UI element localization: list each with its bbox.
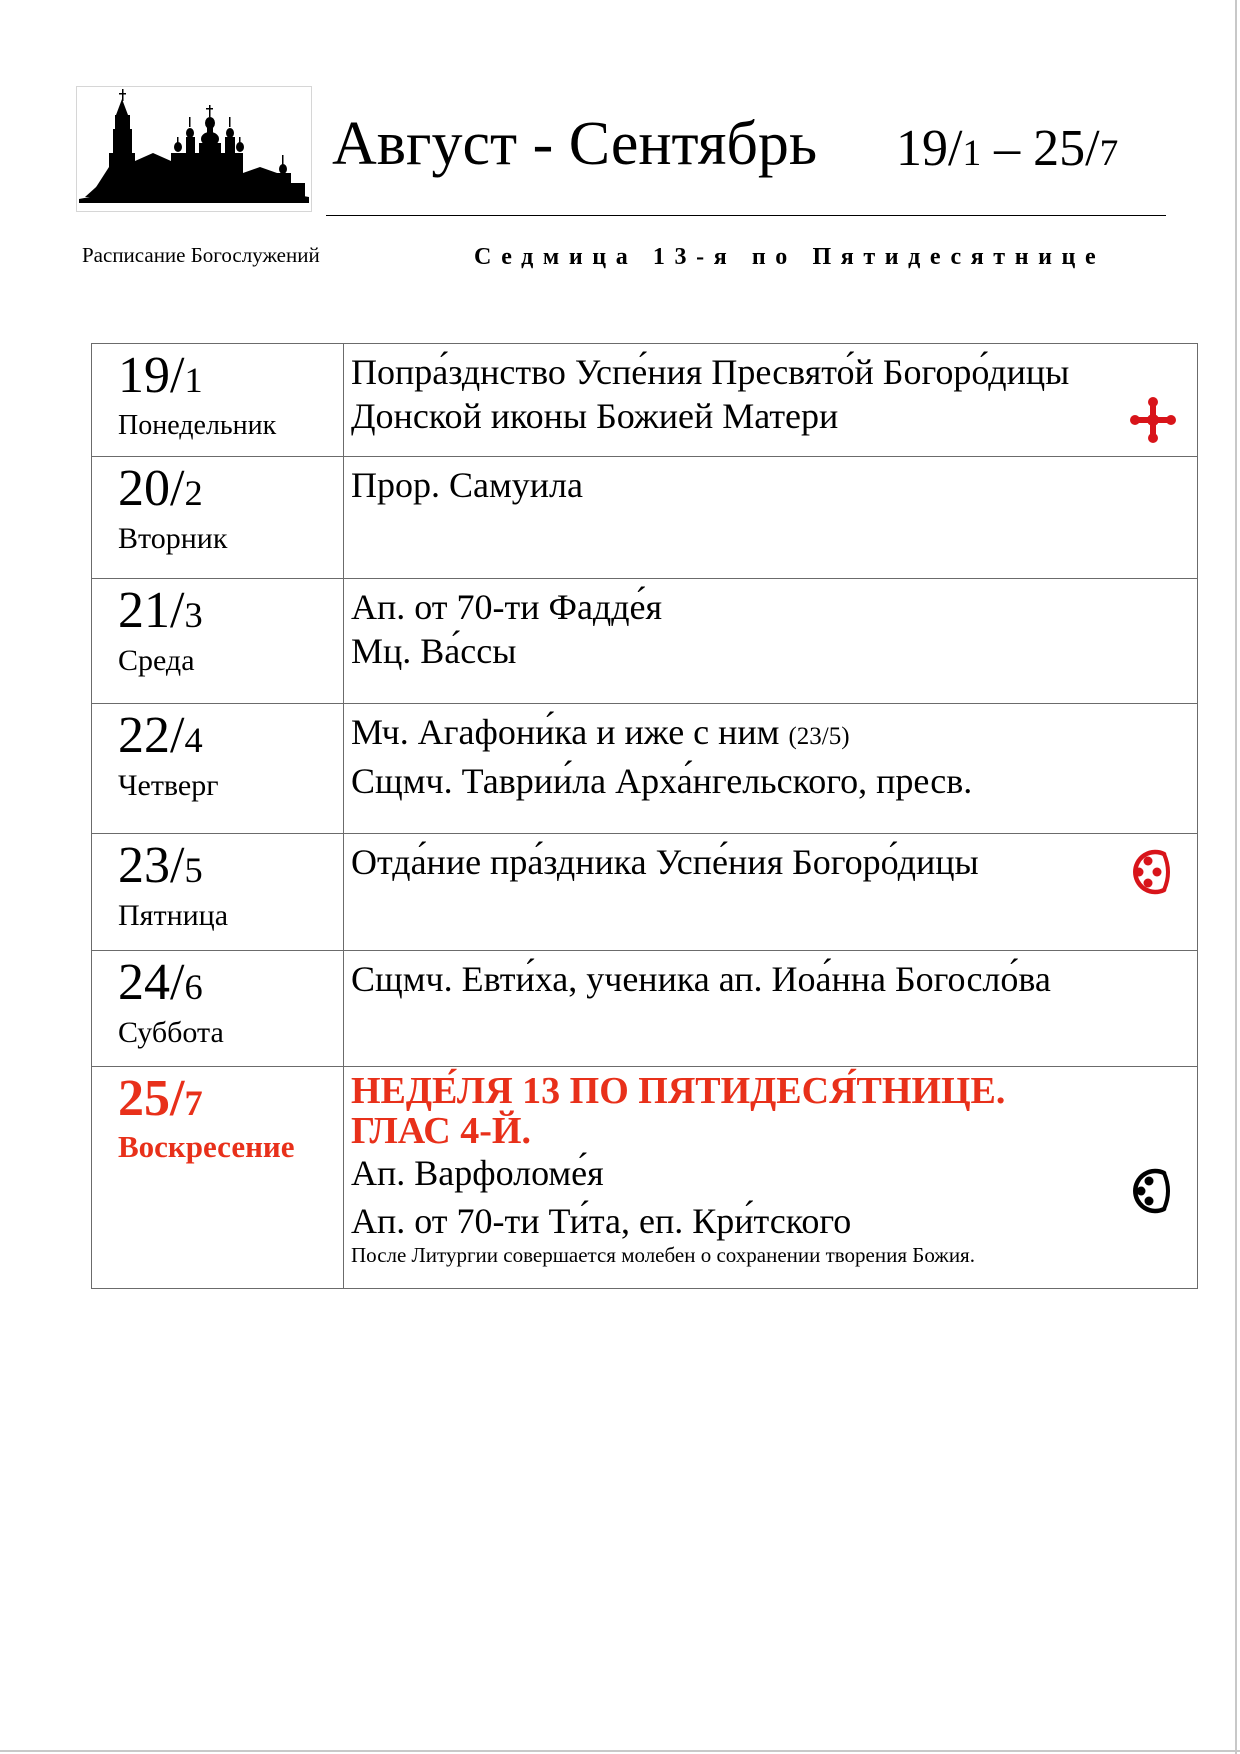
weekday: Среда: [118, 644, 195, 677]
date-cell: [92, 834, 344, 950]
date-number: 22/4: [118, 707, 203, 764]
commemoration-line: Сщмч. Таврии́ла Арха́нгельского, пресв.: [351, 761, 973, 801]
title-divider: [326, 215, 1166, 216]
commemoration-cell: [344, 457, 1198, 578]
weekday: Суббота: [118, 1016, 224, 1049]
commemoration-line: Ап. от 70-ти Фадде́я: [351, 587, 663, 627]
weekday: Пятница: [118, 899, 229, 932]
week-label: Седмица 13-я по Пятидесятнице: [474, 244, 1106, 270]
date-cell: [92, 951, 344, 1066]
weekday: Понедельник: [118, 410, 277, 441]
date-number: 23/5: [118, 837, 203, 894]
commemoration-line: Донской иконы Божией Матери: [351, 396, 839, 436]
commemoration-cell: [344, 834, 1198, 950]
commemoration-line: Отда́ние пра́здника Успе́ния Богоро́дицы: [351, 842, 979, 882]
monastery-logo: [76, 86, 312, 212]
page-edge-bottom: [0, 1750, 1240, 1752]
commemoration-line: Ап. от 70-ти Ти́та, еп. Кри́тского: [351, 1201, 852, 1241]
monastery-silhouette-icon: [77, 87, 311, 211]
date-cell: [92, 704, 344, 833]
commemoration-line: Мч. Агафони́ка и иже с ним (23/5): [351, 712, 850, 752]
commemoration-cell: [344, 1067, 1198, 1288]
date-cell: [92, 457, 344, 578]
weekday: Вторник: [118, 522, 228, 555]
commemoration-line: Ап. Варфоломе́я: [351, 1153, 604, 1193]
commemoration-cell: [344, 951, 1198, 1066]
schedule-table: [91, 343, 1198, 1289]
weekday: Четверг: [118, 769, 219, 802]
date-number: 21/3: [118, 582, 203, 639]
table-row: [92, 704, 1198, 834]
commemoration-cell: [344, 704, 1198, 833]
date-number: 20/2: [118, 460, 203, 517]
page-edge-right: [1235, 0, 1237, 1754]
table-row-sunday: [92, 1067, 1198, 1289]
date-range: 19/1 – 25/7: [896, 120, 1119, 177]
table-row: [92, 834, 1198, 951]
weekday: Воскресение: [118, 1129, 295, 1164]
date-number: 25/7: [118, 1070, 203, 1127]
page-title: Август - Сентябрь: [332, 110, 818, 178]
commemoration-line: Сщмч. Евти́ха, ученика ап. Иоа́нна Богосло́ва: [351, 959, 1051, 999]
red-cross-icon: [1129, 396, 1177, 444]
subtitle: Расписание Богослужений: [82, 243, 320, 267]
commemoration-line: Мц. Ва́ссы: [351, 631, 517, 671]
feast-title: НЕДЕ́ЛЯ 13 ПО ПЯТИДЕСЯ́ТНИЦЕ.: [351, 1070, 1006, 1112]
commemoration-line: Прор. Самуила: [351, 465, 583, 505]
date-cell: [92, 344, 344, 456]
commemoration-line: Попра́зднство Успе́ния Пресвято́й Богоро́дицы: [351, 352, 1070, 392]
commemoration-cell: [344, 344, 1198, 456]
service-note: После Литургии совершается молебен о сохранении творения Божия.: [351, 1243, 975, 1267]
table-row: [92, 344, 1198, 457]
date-number: 24/6: [118, 954, 203, 1011]
table-row: [92, 457, 1198, 579]
table-row: [92, 579, 1198, 704]
date-cell: [92, 1067, 344, 1288]
transfer-note: (23/5): [788, 723, 850, 750]
feast-tone: ГЛАС 4-Й.: [351, 1110, 531, 1152]
date-cell: [92, 579, 344, 703]
commemoration-cell: [344, 579, 1198, 703]
black-six-verse-icon: [1128, 1167, 1174, 1215]
date-number: 19/1: [118, 347, 203, 404]
table-row: [92, 951, 1198, 1067]
red-polyeleos-icon: [1128, 848, 1174, 896]
